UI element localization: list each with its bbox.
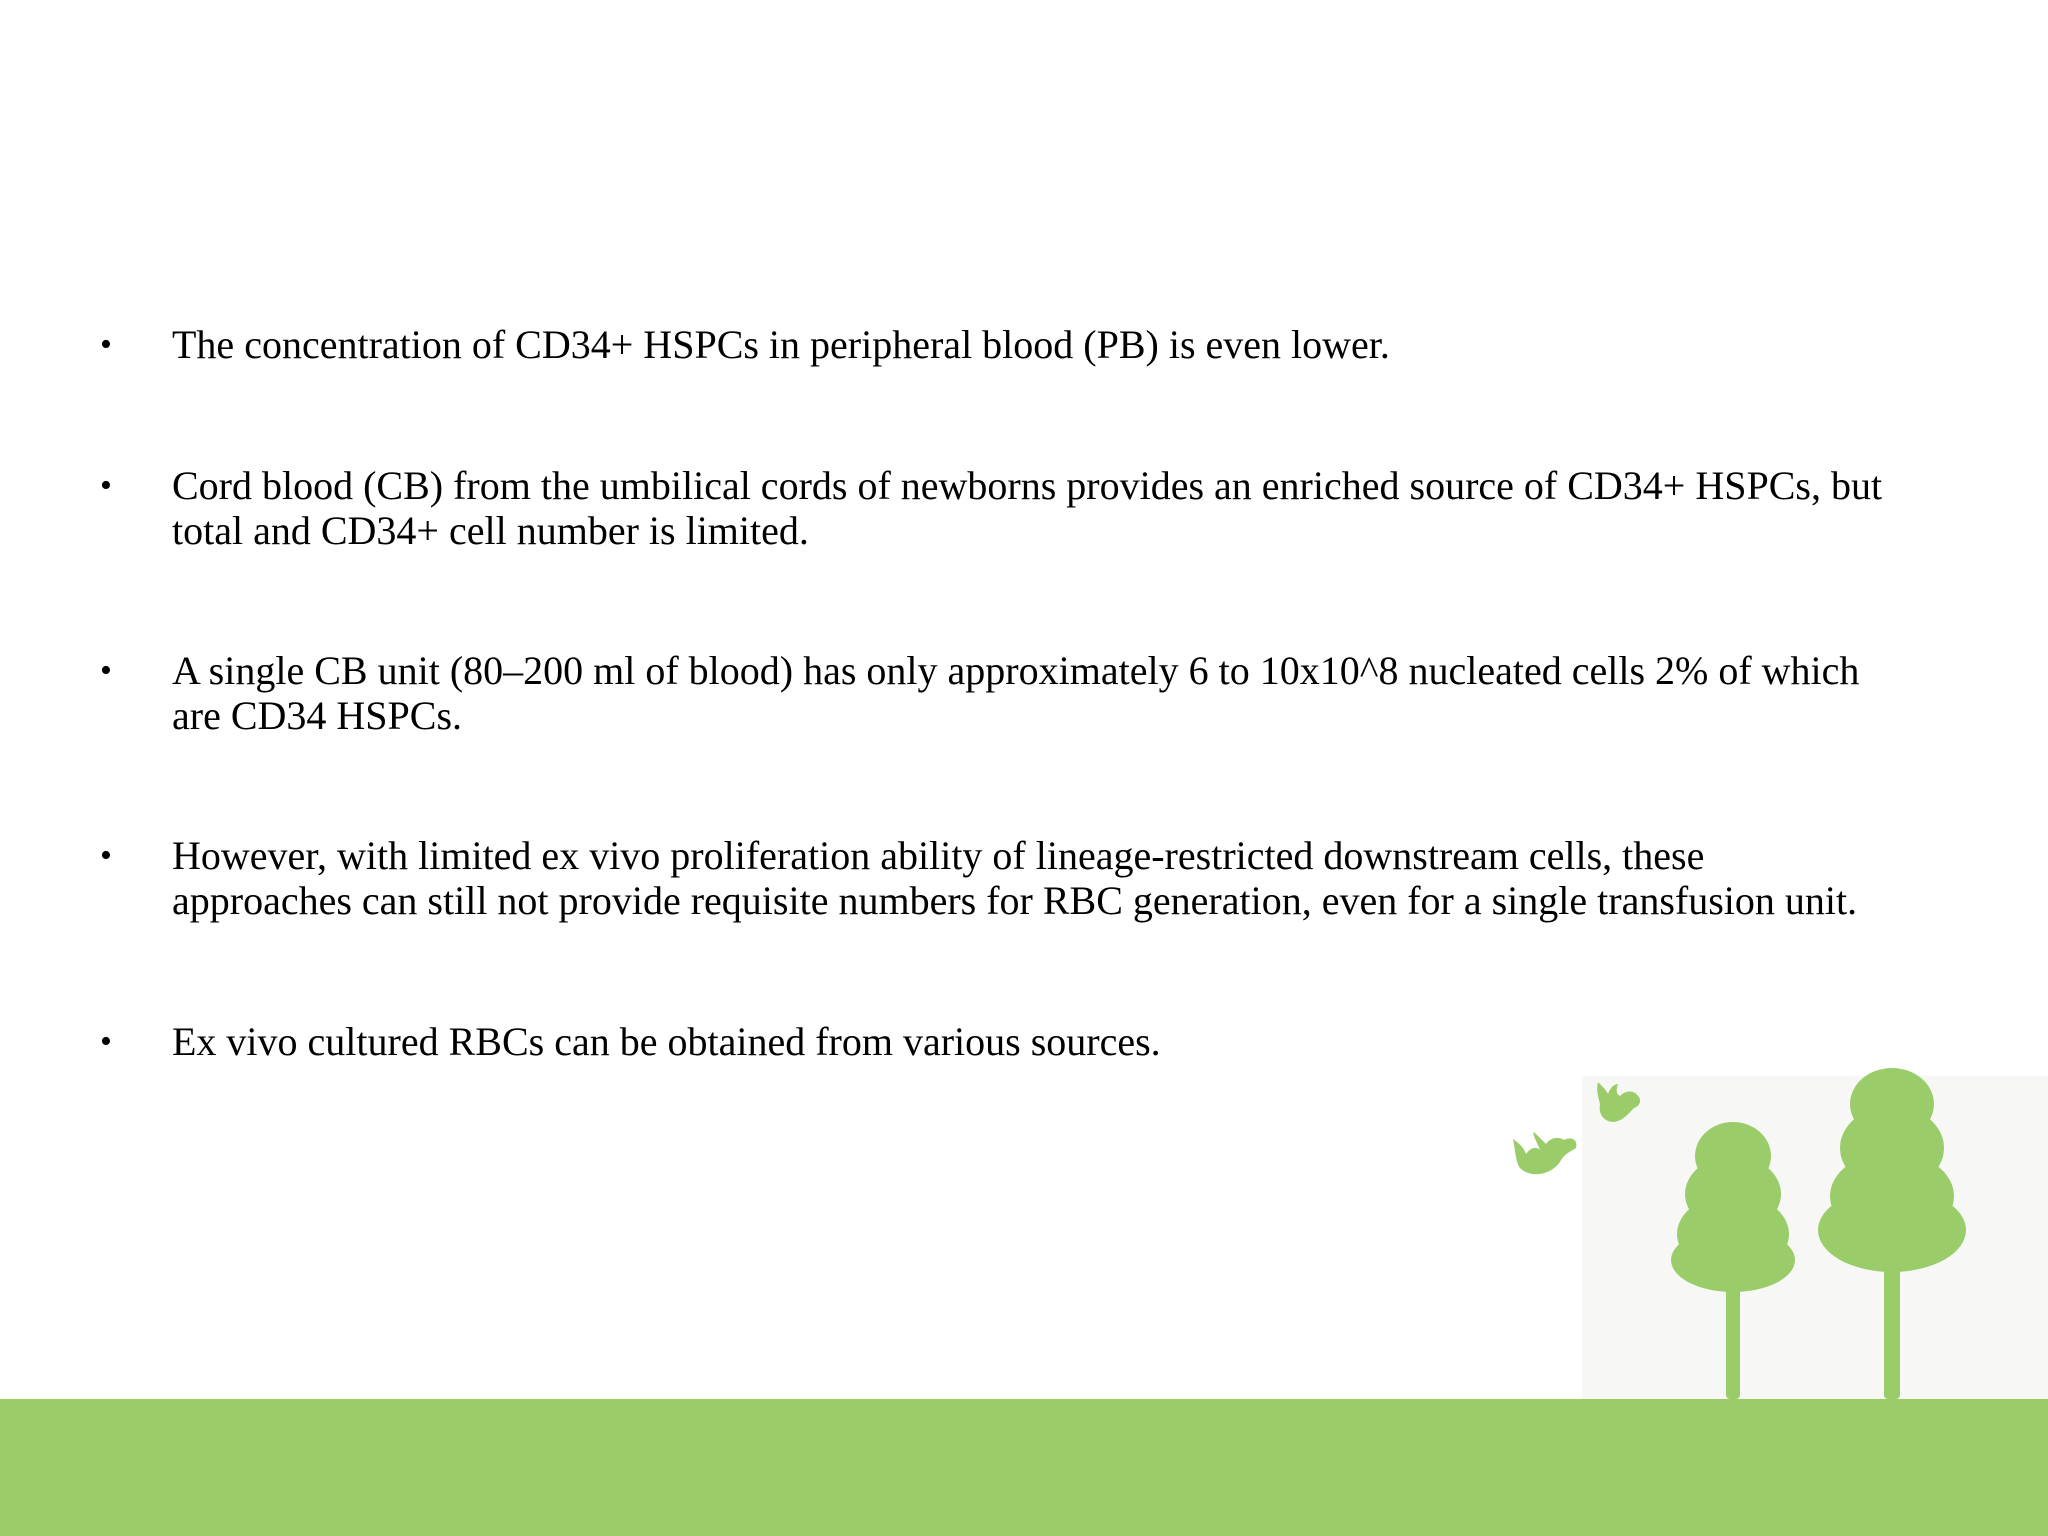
bullet-marker: • [100, 652, 112, 689]
bird-icon [1513, 1132, 1576, 1174]
bullet-text: Cord blood (CB) from the umbilical cords of newborns provides an enriched source of CD34+ HSPCs, but total and CD34+ cell number is limited. [172, 463, 1883, 553]
tree-bird-decoration [1480, 1060, 2048, 1405]
ground-band [0, 1399, 2048, 1536]
bullet-marker: • [100, 326, 112, 363]
bullet-marker: • [100, 467, 112, 504]
bullet-text: Ex vivo cultured RBCs can be obtained from various sources. [172, 1019, 1161, 1064]
bullet-text: The concentration of CD34+ HSPCs in peripheral blood (PB) is even lower. [172, 322, 1390, 367]
bullet-marker: • [100, 1023, 112, 1060]
bullet-text: However, with limited ex vivo proliferation ability of lineage-restricted downstream cells, these approaches can still not provide requisite numbers for RBC generation, even for a single transfusion unit. [172, 833, 1858, 923]
bullet-marker: • [100, 837, 112, 874]
bullet-text: A single CB unit (80–200 ml of blood) has only approximately 6 to 10x10^8 nucleated cells 2% of which are CD34 HSPCs. [172, 648, 1860, 738]
